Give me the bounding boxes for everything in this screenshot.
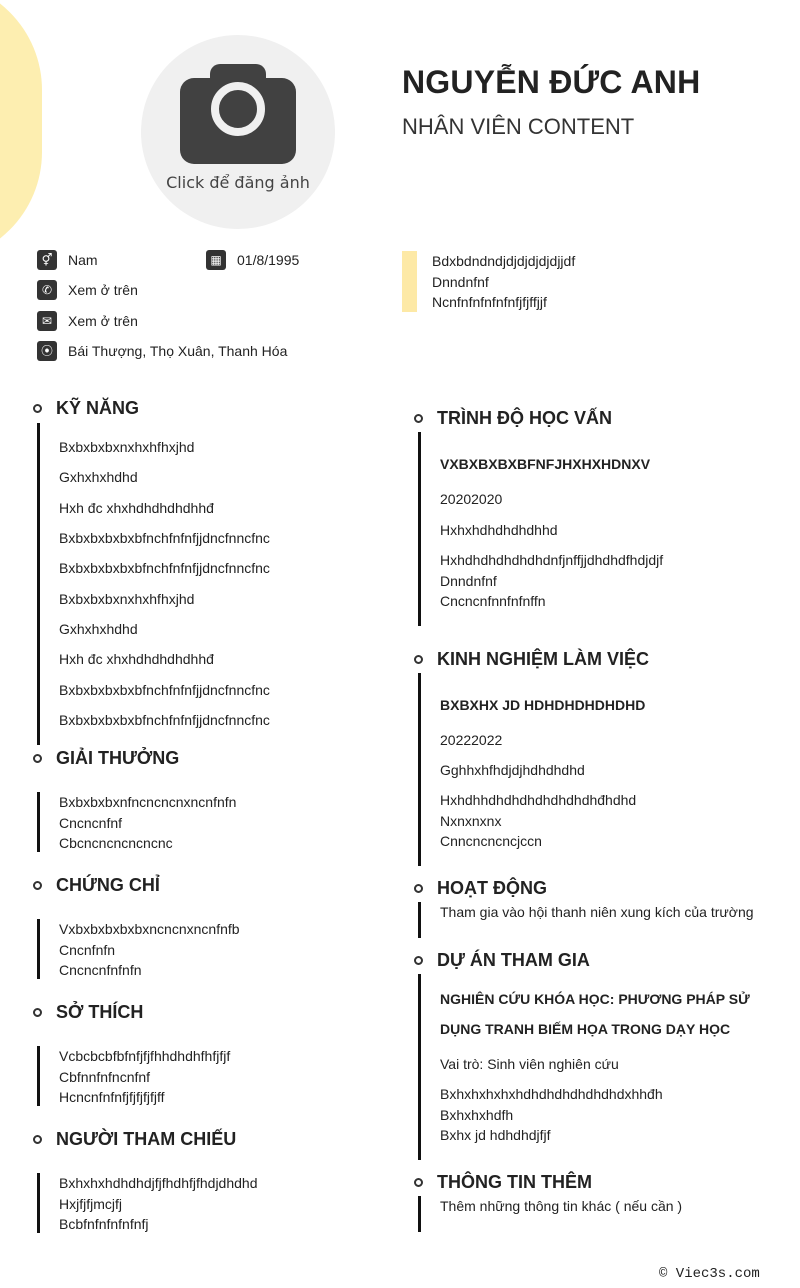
calendar-icon: ▦: [206, 250, 226, 270]
decorative-yellow-arc: [0, 0, 42, 262]
bullet-dot-icon: [33, 754, 42, 763]
bullet-dot-icon: [414, 956, 423, 965]
certificates-content[interactable]: Vxbxbxbxbxbxncncnxncnfnfb Cncnfnfn Cncncnfnfnfn: [59, 921, 240, 978]
section-title-certificates: CHỨNG CHỈ: [34, 875, 160, 896]
section-title-projects: DỰ ÁN THAM GIA: [415, 950, 590, 971]
birthday-value: 01/8/1995: [237, 252, 300, 268]
bullet-dot-icon: [33, 404, 42, 413]
email-value: Xem ở trên: [68, 313, 138, 329]
address-row[interactable]: [37, 341, 287, 361]
education-time[interactable]: 20202020: [440, 491, 503, 507]
section-divider-line: [37, 1046, 40, 1106]
skill-item[interactable]: Hxh đc xhxhdhdhdhdhhđ: [59, 500, 214, 516]
copyright-footer: © Viec3s.com: [659, 1266, 760, 1282]
bullet-dot-icon: [414, 884, 423, 893]
bullet-dot-icon: [414, 414, 423, 423]
candidate-name[interactable]: NGUYỄN ĐỨC ANH: [402, 64, 701, 100]
activities-content[interactable]: Tham gia vào hội thanh niên xung kích của trường: [440, 904, 754, 920]
experience-company[interactable]: BXBXHX JD HDHDHDHDHDHD: [440, 697, 646, 713]
project-role[interactable]: Vai trò: Sinh viên nghiên cứu: [440, 1056, 619, 1072]
gender-row[interactable]: [37, 250, 98, 270]
education-description[interactable]: Hxhdhdhdhdhdhdnfjnffjjdhdhdfhdjdjf Dnndnfnf Cncncnfnnfnfnffn: [440, 552, 664, 609]
section-divider-line: [418, 673, 421, 866]
section-divider-line: [37, 423, 40, 745]
skill-item[interactable]: Bxbxbxbxbxbfnchfnfnfjjdncfnncfnc: [59, 530, 270, 546]
bullet-dot-icon: [414, 655, 423, 664]
project-name-line-1[interactable]: NGHIÊN CỨU KHÓA HỌC: PHƯƠNG PHÁP SỬ: [440, 991, 750, 1007]
section-title-experience: KINH NGHIỆM LÀM VIỆC: [415, 649, 649, 670]
location-icon: ⦿: [37, 341, 57, 361]
section-title-activities: HOẠT ĐỘNG: [415, 878, 547, 899]
skill-item[interactable]: Bxbxbxbxbxbfnchfnfnfjjdncfnncfnc: [59, 712, 270, 728]
job-title[interactable]: NHÂN VIÊN CONTENT: [402, 114, 635, 139]
references-content[interactable]: Bxhxhxhdhdhdjfjfhdhfjfhdjdhdhd Hxjfjfjmcjfj Bcbfnfnfnfnfnfj: [59, 1175, 258, 1232]
education-major[interactable]: Hxhxhdhdhdhdhhd: [440, 522, 558, 538]
summary-line: Bdxbdndndjdjdjdjdjdjjdf: [432, 253, 576, 269]
education-school[interactable]: VXBXBXBXBFNFJHXHXHDNXV: [440, 456, 651, 472]
section-divider-line: [418, 432, 421, 626]
avatar-upload[interactable]: [141, 35, 335, 229]
project-name-line-2[interactable]: DỤNG TRANH BIẾM HỌA TRONG DẠY HỌC: [440, 1021, 731, 1037]
address-value: Bái Thượng, Thọ Xuân, Thanh Hóa: [68, 343, 288, 359]
summary-line: Dnndnfnf: [432, 273, 489, 290]
experience-description[interactable]: Hxhdhhdhdhdhdhdhdhdhđhdhd Nxnxnxnx Cnncncncncjccn: [440, 792, 637, 849]
section-divider-line: [37, 792, 40, 852]
skill-item[interactable]: Bxbxbxbxbxbfnchfnfnfjjdncfnncfnc: [59, 560, 270, 576]
gender-icon: ⚥: [37, 250, 57, 270]
skill-item[interactable]: Gxhxhxhdhd: [59, 469, 138, 485]
awards-content[interactable]: Bxbxbxbxnfncncncnxncnfnfn Cncncnfnf Cbcncncncncncnc: [59, 794, 237, 851]
email-icon: ✉: [37, 311, 57, 331]
bullet-dot-icon: [414, 1178, 423, 1187]
career-summary[interactable]: [432, 251, 575, 313]
phone-icon: ✆: [37, 280, 57, 300]
section-title-hobbies: SỞ THÍCH: [34, 1002, 143, 1023]
hobbies-content[interactable]: Vcbcbcbfbfnfjfjfhhdhdhfhfjfjf Cbfnnfnfncnfnf Hcncnfnfnfjfjfjfjfjff: [59, 1048, 231, 1105]
summary-accent-bar: [402, 251, 417, 312]
bullet-dot-icon: [33, 1008, 42, 1017]
bullet-dot-icon: [33, 1135, 42, 1144]
skill-item[interactable]: Bxbxbxbxbxbfnchfnfnfjjdncfnncfnc: [59, 682, 270, 698]
summary-line: Ncnfnfnfnfnfnfjfjffjjf: [432, 294, 547, 310]
section-title-education: TRÌNH ĐỘ HỌC VẤN: [415, 408, 612, 429]
section-title-awards: GIẢI THƯỞNG: [34, 748, 179, 769]
experience-position[interactable]: Gghhxhfhdjdjhdhdhdhd: [440, 762, 585, 778]
experience-time[interactable]: 20222022: [440, 732, 503, 748]
section-divider-line: [37, 919, 40, 979]
skill-item[interactable]: Bxbxbxbxnxhxhfhxjhd: [59, 591, 195, 607]
camera-icon: [180, 64, 296, 164]
skill-item[interactable]: Hxh đc xhxhdhdhdhdhhđ: [59, 651, 214, 667]
birthday-row[interactable]: [206, 250, 299, 270]
email-row[interactable]: [37, 311, 138, 331]
skill-item[interactable]: Bxbxbxbxnxhxhfhxjhd: [59, 439, 195, 455]
phone-value: Xem ở trên: [68, 282, 138, 298]
phone-row[interactable]: [37, 280, 138, 300]
bullet-dot-icon: [33, 881, 42, 890]
section-divider-line: [418, 1196, 421, 1232]
section-divider-line: [418, 902, 421, 938]
additional-info-content[interactable]: Thêm những thông tin khác ( nếu cần ): [440, 1198, 683, 1214]
section-title-additional-info: THÔNG TIN THÊM: [415, 1172, 592, 1193]
project-description[interactable]: Bxhxhxhxhxhdhdhdhdhdhdhdxhhđh Bxhxhxhdfh Bxhx jd hdhdhdjfjf: [440, 1086, 663, 1143]
section-divider-line: [418, 974, 421, 1160]
skill-item[interactable]: Gxhxhxhdhd: [59, 621, 138, 637]
section-title-skills: KỸ NĂNG: [34, 398, 139, 419]
avatar-upload-label: Click để đăng ảnh: [166, 173, 310, 192]
section-title-references: NGƯỜI THAM CHIẾU: [34, 1129, 236, 1150]
section-divider-line: [37, 1173, 40, 1233]
gender-value: Nam: [68, 252, 98, 268]
